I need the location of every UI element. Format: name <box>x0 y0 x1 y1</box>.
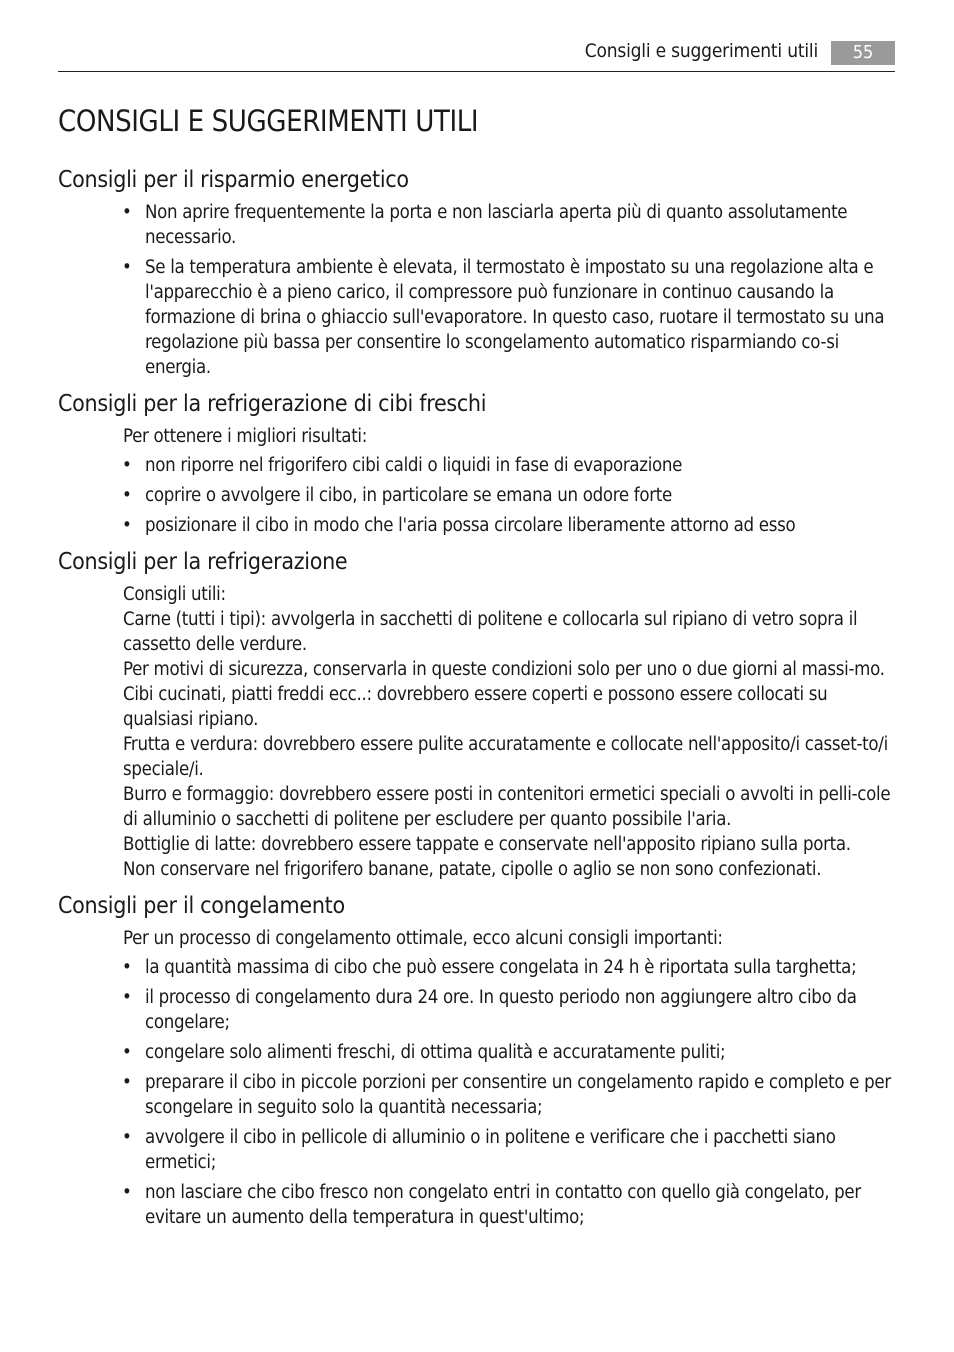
text-line: Per motivi di sicurezza, conservarla in queste condizioni solo per uno o due giorni al massi-mo. <box>123 659 885 680</box>
list-item: • non lasciare che cibo fresco non congelato entri in contatto con quello già congelato, per evitare un aumento della temperatura in quest'ultimo; <box>122 1182 861 1228</box>
list-item: • coprire o avvolgere il cibo, in particolare se emana un odore forte <box>122 485 672 506</box>
bullet-icon: • <box>122 1042 132 1063</box>
page-number: 55 <box>831 41 895 65</box>
section-heading: Consigli per il risparmio energetico <box>58 167 409 193</box>
text-line: Carne (tutti i tipi): avvolgerla in sacchetti di politene e collocarla sul ripiano di vetro sopra il cassetto delle verdure. <box>123 609 858 655</box>
bullet-icon: • <box>122 1072 132 1093</box>
text-line: Burro e formaggio: dovrebbero essere posti in contenitori ermetici speciali o avvolti in pelli-cole di alluminio o sacchetti di politene per escludere per quanto possibile l'aria. <box>123 784 891 830</box>
bullet-list <box>58 453 895 538</box>
bullet-list <box>58 955 895 1230</box>
bullet-icon: • <box>122 455 132 476</box>
section-heading: Consigli per la refrigerazione <box>58 549 348 575</box>
bullet-icon: • <box>122 485 132 506</box>
text-line: Cibi cucinati, piatti freddi ecc..: dovrebbero essere coperti e possono essere collocati su qualsiasi ripiano. <box>123 684 828 730</box>
list-item: • avvolgere il cibo in pellicole di alluminio o in politene e verificare che i pacchetti siano ermetici; <box>122 1127 836 1173</box>
bullet-icon: • <box>122 957 132 978</box>
section-intro: Per ottenere i migliori risultati: <box>123 426 368 447</box>
list-item: • non riporre nel frigorifero cibi caldi o liquidi in fase di evaporazione <box>122 455 683 476</box>
page-content <box>58 164 895 1238</box>
page-header <box>58 38 895 72</box>
section-heading: Consigli per la refrigerazione di cibi freschi <box>58 391 487 417</box>
text-line: Frutta e verdura: dovrebbero essere pulite accuratamente e collocate nell'apposito/i casset-to/i speciale/i. <box>123 734 888 780</box>
bullet-icon: • <box>122 1127 132 1148</box>
section-freezing <box>58 890 895 1230</box>
section-fresh <box>58 388 895 538</box>
section-heading: Consigli per il congelamento <box>58 893 345 919</box>
page-title: CONSIGLI E SUGGERIMENTI UTILI <box>58 104 479 138</box>
bullet-icon: • <box>122 1182 132 1203</box>
list-item: • posizionare il cibo in modo che l'aria possa circolare liberamente attorno ad esso <box>122 515 796 536</box>
bullet-icon: • <box>122 987 132 1008</box>
list-item: • congelare solo alimenti freschi, di ottima qualità e accuratamente puliti; <box>122 1042 726 1063</box>
section-intro: Per un processo di congelamento ottimale, ecco alcuni consigli importanti: <box>123 928 723 949</box>
section-refrigeration <box>58 546 895 882</box>
text-line: Consigli utili: <box>123 584 226 605</box>
running-title: Consigli e suggerimenti utili <box>584 40 818 62</box>
section-energy <box>58 164 895 380</box>
text-line: Non conservare nel frigorifero banane, patate, cipolle o aglio se non sono confezionati. <box>123 859 822 880</box>
bullet-icon: • <box>122 257 132 278</box>
list-item: • Non aprire frequentemente la porta e non lasciarla aperta più di quanto assolutamente necessario. <box>122 202 848 248</box>
bullet-icon: • <box>122 515 132 536</box>
list-item: • Se la temperatura ambiente è elevata, il termostato è impostato su una regolazione alta e l'apparecchio è a pieno carico, il compressore può funzionare in continuo causando la formazione di brina o ghiaccio sull'evaporatore. In questo caso, ruotare il termostato su una regolazione più bassa per consentire lo scongelamento automatico risparmiando co-si energia. <box>122 257 885 378</box>
bullet-icon: • <box>122 202 132 223</box>
text-line: Bottiglie di latte: dovrebbero essere tappate e conservate nell'apposito ripiano sulla porta. <box>123 834 851 855</box>
list-item: • preparare il cibo in piccole porzioni per consentire un congelamento rapido e completo e per scongelare in seguito solo la quantità necessaria; <box>122 1072 891 1118</box>
bullet-list <box>58 200 895 380</box>
list-item: • il processo di congelamento dura 24 ore. In questo periodo non aggiungere altro cibo da congelare; <box>122 987 857 1033</box>
text-block <box>58 582 895 882</box>
list-item: • la quantità massima di cibo che può essere congelata in 24 h è riportata sulla targhetta; <box>122 957 857 978</box>
